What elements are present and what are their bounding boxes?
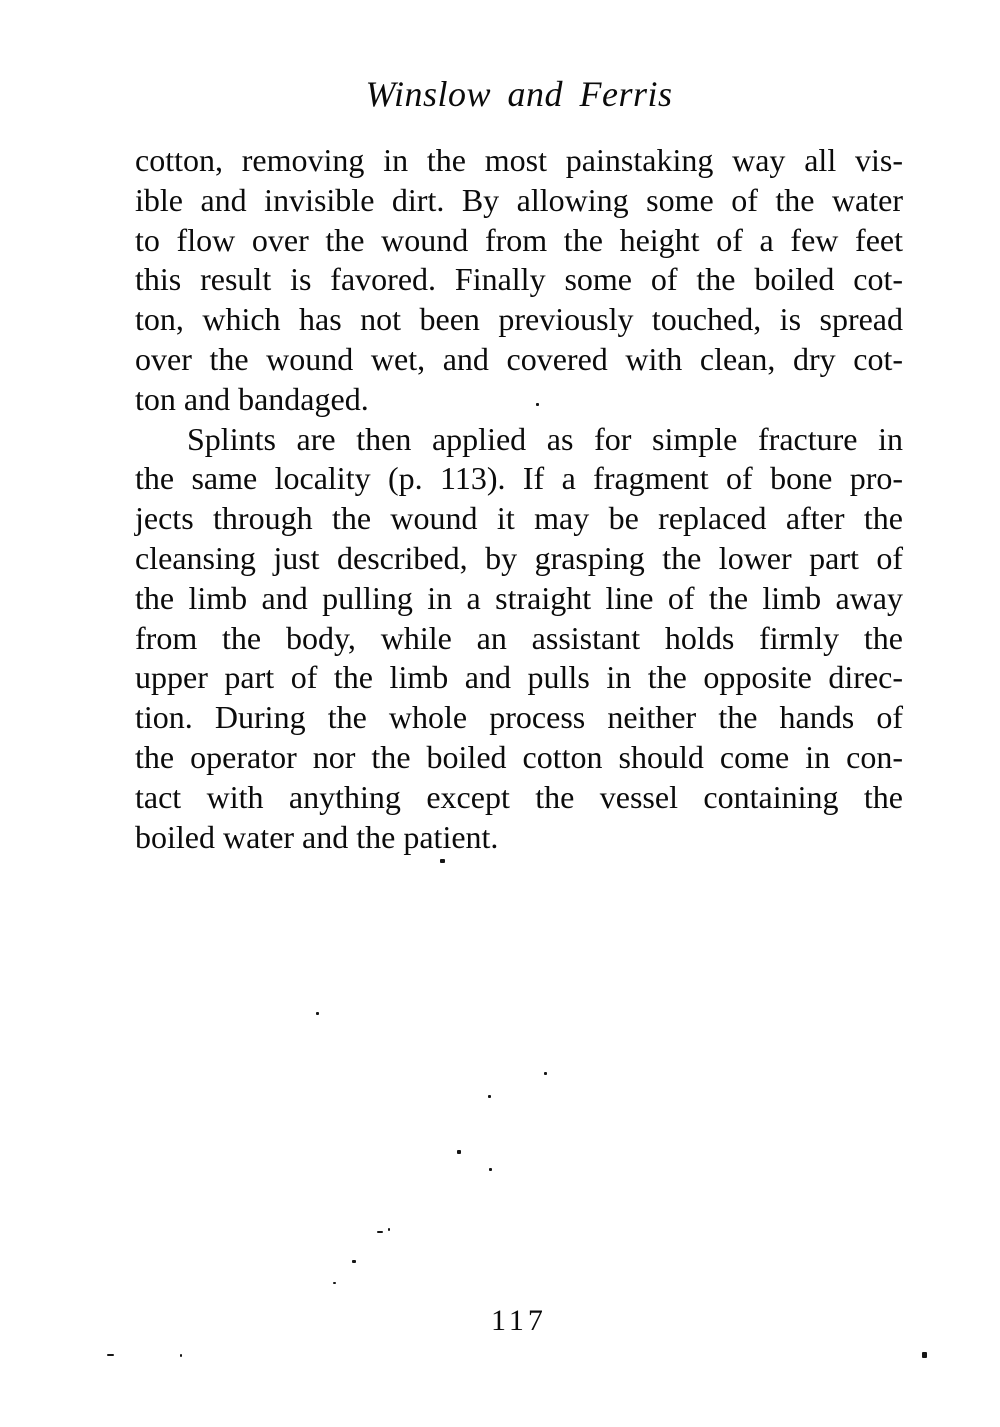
text-line: the operator nor the boiled cotton should come in con-: [135, 738, 903, 775]
ink-speck: [457, 1150, 461, 1154]
text-line: cotton, removing in the most painstaking way all vis-: [135, 142, 903, 178]
ink-speck: [440, 859, 445, 863]
text-line: jects through the wound it may be replaced after the: [135, 500, 903, 537]
text-line: upper part of the limb and pulls in the opposite direc-: [135, 659, 903, 696]
text-line: to flow over the wound from the height of a few feet: [135, 221, 903, 258]
ink-speck: [107, 1354, 114, 1356]
ink-speck: [316, 1012, 319, 1015]
ink-speck: [488, 1095, 491, 1098]
text-line: the limb and pulling in a straight line of the limb away: [135, 579, 903, 616]
text-line: boiled water and the patient.: [135, 818, 499, 855]
running-header: Winslow and Ferris: [365, 74, 673, 114]
page-number: 117: [491, 1304, 547, 1337]
page-body: [135, 141, 903, 857]
text-line: the same locality (p. 113). If a fragment of bone pro-: [135, 460, 903, 497]
text-line: ible and invisible dirt. By allowing some of the water: [135, 181, 903, 218]
text-line: from the body, while an assistant holds firmly the: [135, 619, 903, 656]
text-line: ton and bandaged.: [135, 380, 369, 417]
ink-speck: [922, 1352, 927, 1358]
text-line: cleansing just described, by grasping the lower part of: [135, 539, 903, 576]
ink-speck: [544, 1072, 547, 1075]
text-line: tact with anything except the vessel containing the: [135, 778, 903, 815]
ink-speck: [388, 1228, 390, 1231]
ink-speck: [333, 1282, 336, 1284]
text-line: Splints are then applied as for simple fracture in: [187, 420, 903, 457]
text-line: this result is favored. Finally some of the boiled cot-: [135, 261, 903, 298]
ink-speck: [352, 1260, 356, 1263]
ink-speck: [377, 1231, 383, 1233]
text-line: ton, which has not been previously touched, is spread: [135, 301, 903, 338]
ink-speck: [180, 1354, 182, 1357]
text-line: tion. During the whole process neither the hands of: [135, 699, 903, 736]
text-line: over the wound wet, and covered with clean, dry cot-: [135, 340, 903, 377]
ink-speck: [489, 1168, 492, 1171]
ink-speck: [536, 403, 539, 406]
